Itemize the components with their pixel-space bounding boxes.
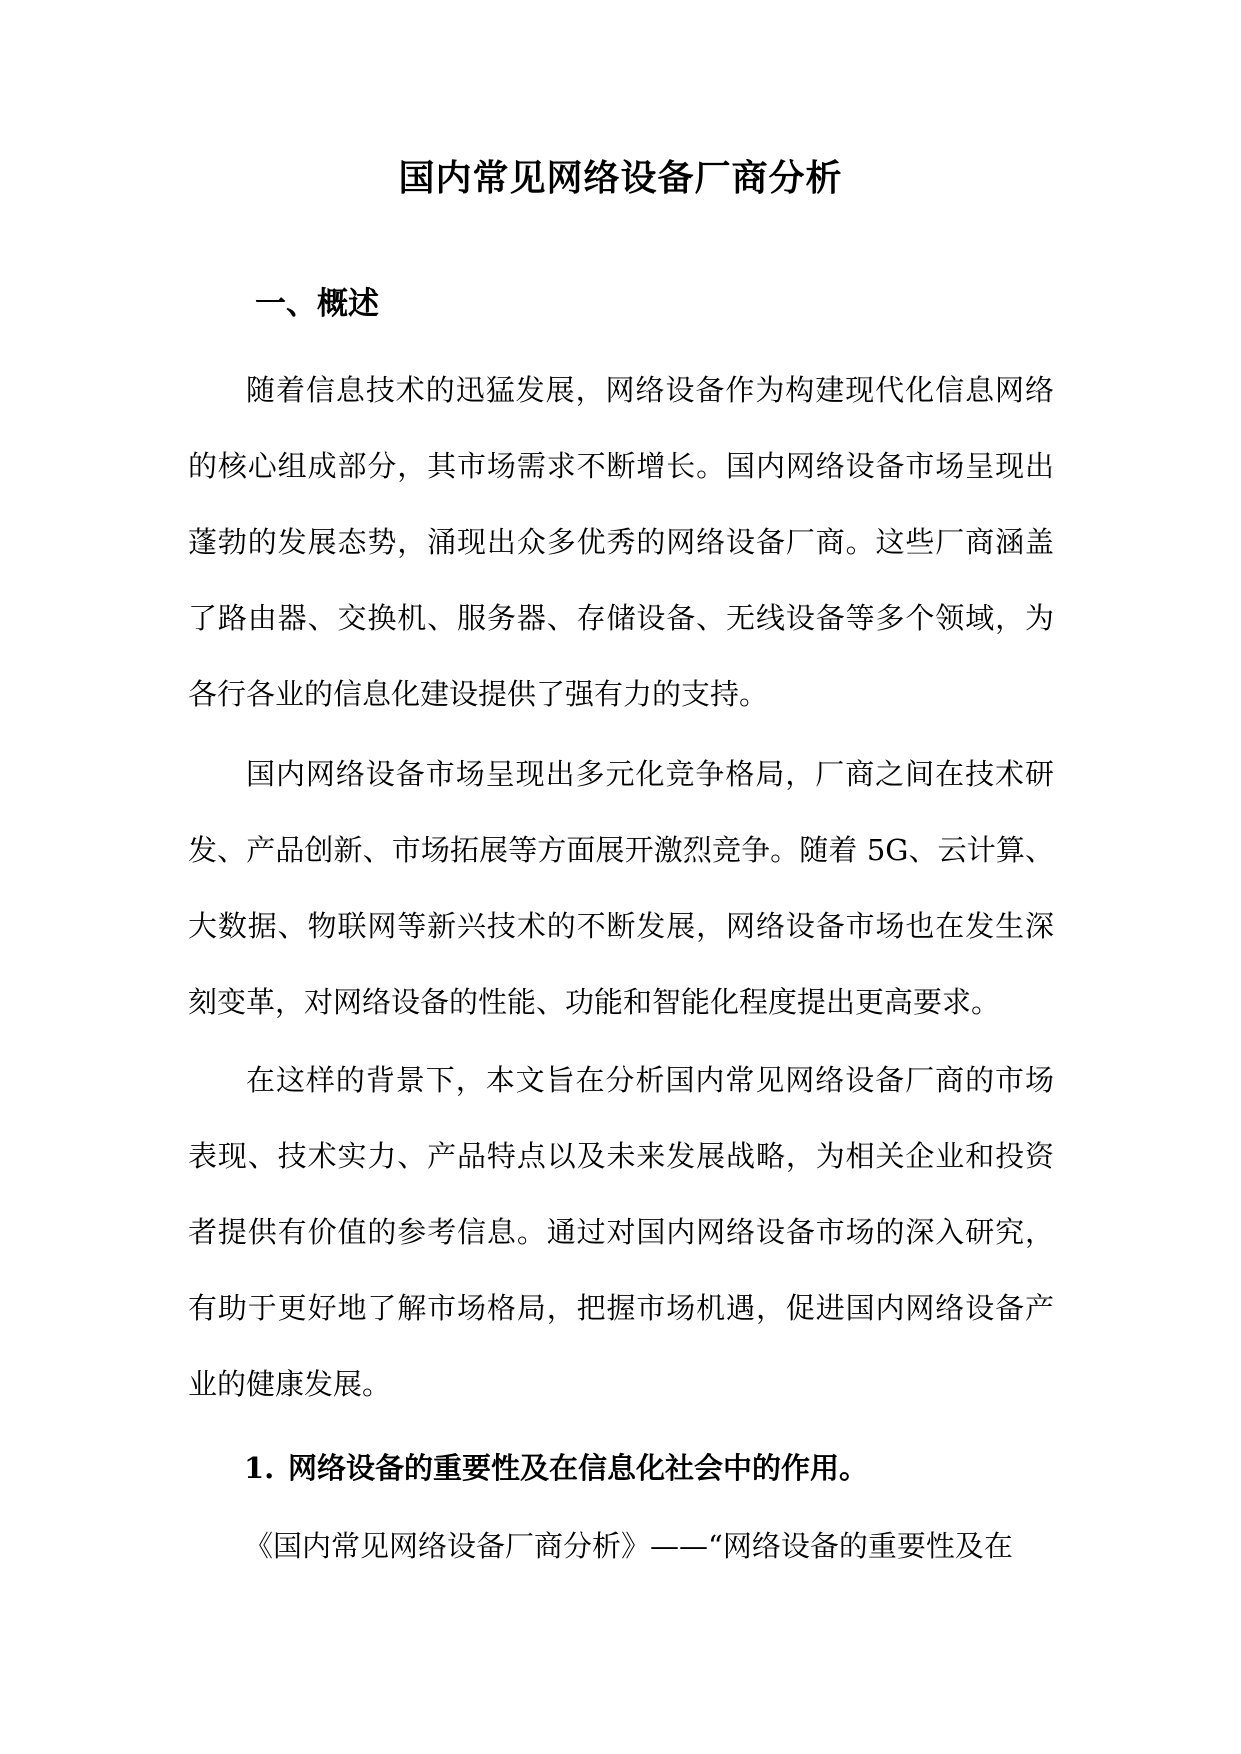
paragraph-competition: 国内网络设备市场呈现出多元化竞争格局，厂商之间在技术研发、产品创新、市场拓展等方面展开激烈竞争。随着 5G、云计算、大数据、物联网等新兴技术的不断发展，网络设备市场也在发生深刻变革，对网络设备的性能、功能和智能化程度提出更高要求。 [188, 757, 1054, 1019]
paragraph-subsection-start: 《国内常见网络设备厂商分析》——“网络设备的重要性及在 [244, 1529, 1013, 1563]
subsection-heading [244, 1444, 868, 1492]
paragraph-intro: 随着信息技术的迅猛发展，网络设备作为构建现代化信息网络的核心组成部分，其市场需求不断增长。国内网络设备市场呈现出蓬勃的发展态势，涌现出众多优秀的网络设备厂商。这些厂商涵盖了路由器、交换机、服务器、存储设备、无线设备等多个领域，为各行各业的信息化建设提供了强有力的支持。 [188, 373, 1054, 711]
subsection-heading-text: 网络设备的重要性及在信息化社会中的作用。 [288, 1451, 869, 1485]
subsection-number: 1. [244, 1451, 275, 1485]
document-title: 国内常见网络设备厂商分析 [398, 157, 843, 199]
paragraph-purpose: 在这样的背景下，本文旨在分析国内常见网络设备厂商的市场表现、技术实力、产品特点以及未来发展战略，为相关企业和投资者提供有价值的参考信息。通过对国内网络设备市场的深入研究，有助于更好地了解市场格局，把握市场机遇，促进国内网络设备产业的健康发展。 [188, 1063, 1054, 1401]
section-heading-overview: 一、概述 [255, 286, 379, 322]
